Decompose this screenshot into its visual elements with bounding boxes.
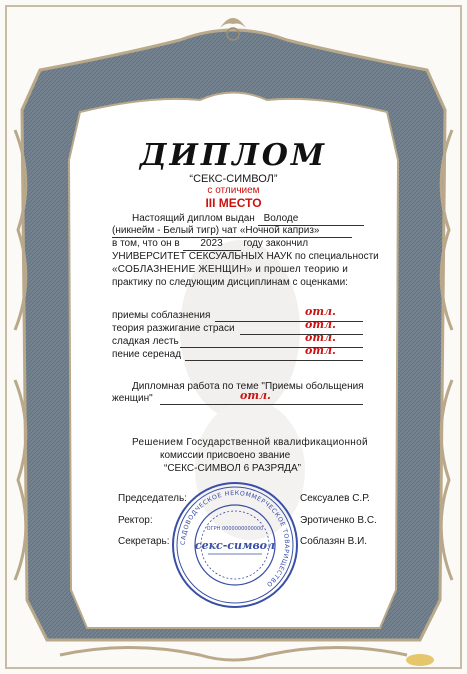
thesis-line: Дипломная работа по теме "Приемы обольщения	[132, 381, 364, 392]
discipline-name: теория разжигание страси	[112, 323, 235, 334]
thesis-line-2: женщин"	[112, 393, 153, 404]
honors-label: с отличием	[207, 185, 260, 196]
stamp-center-text: секс-символ	[194, 539, 276, 552]
diploma-title: ДИПЛОМ	[139, 138, 328, 173]
thesis-underline	[160, 404, 363, 405]
graduation-year: 2023	[183, 238, 241, 251]
recipient-name: Володе	[258, 213, 364, 226]
year-suffix: году закончил	[243, 238, 309, 249]
discipline-underline	[185, 360, 363, 361]
specialty-line: «СОБЛАЗНЕНИЕ ЖЕНЩИН» и прошел теорию и	[112, 264, 349, 275]
discipline-grade: отл.	[305, 344, 336, 357]
signature-role: Председатель:	[118, 493, 187, 504]
official-stamp	[170, 480, 300, 610]
discipline-name: пение серенад	[112, 349, 182, 360]
practice-line: практику по следующим дисциплинам с оценками:	[112, 277, 348, 288]
discipline-underline	[215, 321, 363, 322]
year-prefix: в том, что он в	[112, 238, 180, 249]
decision-line: Решением Государственной квалификационной	[132, 437, 368, 448]
university-line: УНИВЕРСИТЕТ СЕКСУАЛЬНЫХ НАУК по специальности	[112, 251, 379, 262]
signature-role: Секретарь:	[118, 536, 170, 547]
year-line	[112, 238, 308, 251]
signature-name: Сексуалев С.Р.	[300, 493, 370, 504]
signature-name: Соблазян В.И.	[300, 536, 368, 547]
signature-role: Ректор:	[118, 515, 153, 526]
discipline-grade: отл.	[305, 331, 336, 344]
signature-name: Эротиченко В.С.	[300, 515, 377, 526]
discipline-name: сладкая лесть	[112, 336, 179, 347]
discipline-grade: отл.	[305, 305, 336, 318]
place-label: III МЕСТО	[205, 196, 262, 210]
discipline-grade: отл.	[305, 318, 336, 331]
discipline-name: приемы соблазнения	[112, 310, 211, 321]
decision-line-2: комиссии присвоено звание	[160, 450, 291, 461]
diploma-subtitle: “СЕКС-СИМВОЛ”	[189, 173, 278, 185]
nickname-line	[112, 225, 352, 238]
stamp-ring-text: САДОВОДЧЕСКОЕ НЕКОММЕРЧЕСКОЕ ТОВАРИЩЕСТВО	[179, 489, 291, 589]
intro-label: Настоящий диплом выдан	[132, 213, 255, 224]
thesis-grade: отл.	[240, 389, 271, 402]
discipline-underline	[240, 334, 363, 335]
rank-title: “СЕКС-СИМВОЛ 6 РАЗРЯДА”	[164, 463, 301, 474]
nickname: (никнейм - Белый тигр) чат «Ночной каприз»	[112, 225, 352, 238]
stamp-ogrn: ОГРН 0000000000000	[206, 526, 264, 532]
